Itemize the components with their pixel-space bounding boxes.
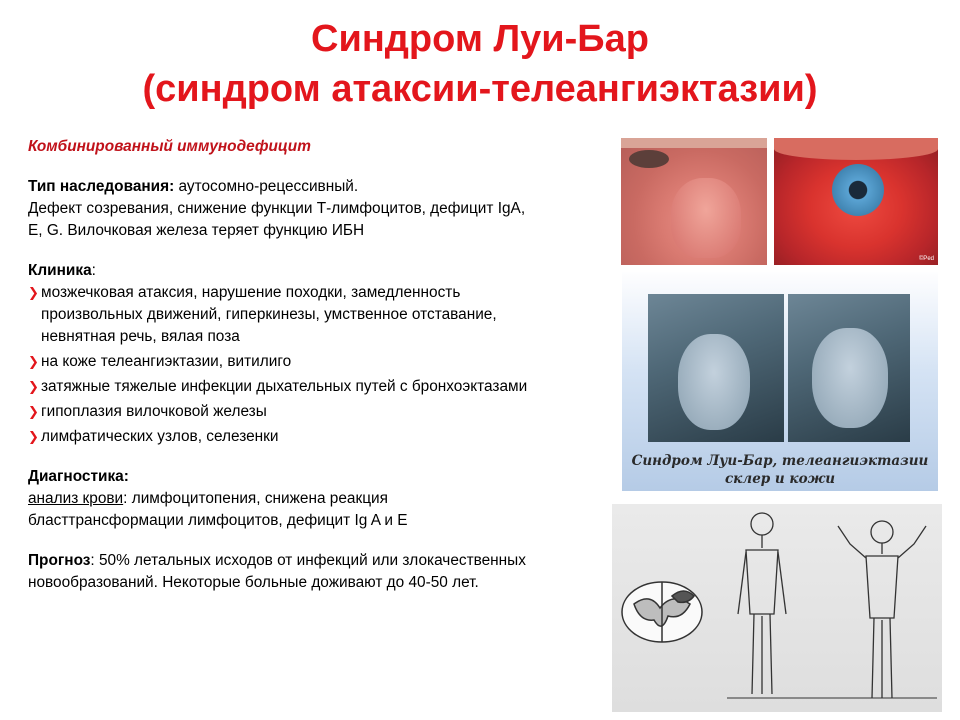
- prognosis-rest: : 50% летальных исходов от инфекций или злокачественных: [90, 552, 526, 569]
- clinic-heading: [28, 260, 628, 282]
- photo-nose-telangiectasia: [621, 138, 767, 265]
- arrow-bullet-icon: ❯: [28, 404, 39, 419]
- arrow-bullet-icon: ❯: [28, 429, 39, 444]
- slide-body: [28, 136, 628, 594]
- defect-line-2: E, G. Вилочковая железа теряет функцию ИБН: [28, 222, 365, 239]
- photo-region: [671, 178, 741, 258]
- clinic-label: Клиника: [28, 262, 92, 279]
- prognosis-line-2: новообразований. Некоторые больные доживают до 40-50 лет.: [28, 574, 479, 591]
- list-item-line: мозжечковая атаксия, нарушение походки, замедленность: [41, 284, 461, 301]
- defect-line-1: Дефект созревания, снижение функции Т-лимфоцитов, дефицит IgA,: [28, 200, 526, 217]
- figure-left: [738, 513, 786, 694]
- spacer: [28, 532, 628, 550]
- diagnostics-label: Диагностика:: [28, 468, 129, 485]
- photo-children-faces: [622, 272, 938, 491]
- photo-credit: ©Ped: [918, 256, 934, 262]
- drawing-spinal-cord-and-figures: [612, 504, 942, 712]
- diagnostics-line-1: [28, 488, 628, 510]
- photo-caption-line-2: склер и кожи: [724, 471, 836, 487]
- list-item: [28, 351, 628, 373]
- list-item: [28, 426, 628, 448]
- photo-child-right: [788, 294, 910, 442]
- photo-caption-line-1: Синдром Луи-Бар, телеангиэктазии: [631, 453, 929, 469]
- photo-region: [678, 334, 750, 430]
- inheritance-value: аутосомно-рецессивный.: [174, 178, 359, 195]
- diagnostics-link[interactable]: анализ крови: [28, 490, 124, 507]
- list-item: [28, 401, 628, 423]
- list-item-line: произвольных движений, гиперкинезы, умственное отставание,: [41, 306, 497, 323]
- photo-region: [832, 164, 884, 216]
- figure-right: [838, 521, 926, 698]
- arrow-bullet-icon: ❯: [28, 354, 39, 369]
- arrow-bullet-icon: ❯: [28, 379, 39, 394]
- title-line-2: (синдром атаксии-телеангиэктазии): [142, 68, 818, 110]
- title-line-1: Синдром Луи-Бар: [311, 18, 649, 60]
- photo-region: [812, 328, 888, 428]
- list-item: [28, 376, 628, 398]
- photo-region: [621, 138, 767, 148]
- list-item-line: невнятная речь, вялая поза: [41, 328, 240, 345]
- subtitle: Комбинированный иммунодефицит: [28, 138, 311, 155]
- inheritance-paragraph: [28, 176, 628, 198]
- spacer: [28, 242, 628, 260]
- inheritance-label: Тип наследования:: [28, 178, 175, 195]
- photo-region: [774, 138, 938, 160]
- diagnostics-line-2: бласттрансформации лимфоцитов, дефицит Ig A и E: [28, 512, 408, 529]
- clinic-list: [28, 282, 628, 448]
- spacer: [28, 448, 628, 466]
- slide-title: [0, 14, 960, 114]
- list-item-line: на коже телеангиэктазии, витилиго: [41, 353, 292, 370]
- arrow-bullet-icon: ❯: [28, 285, 39, 300]
- spinal-cord-section: [622, 582, 702, 642]
- diagnostics-rest: : лимфоцитопения, снижена реакция: [123, 490, 388, 507]
- list-item-line: гипоплазия вилочковой железы: [41, 403, 267, 420]
- photo-child-left: [648, 294, 784, 442]
- list-item-line: затяжные тяжелые инфекции дыхательных путей с бронхоэктазами: [41, 378, 528, 395]
- clinic-suffix: :: [91, 262, 96, 279]
- prognosis-label: Прогноз: [28, 552, 91, 569]
- photo-eye-sclera-telangiectasia: [774, 138, 938, 265]
- photo-region: [629, 150, 669, 168]
- drawing-svg: [612, 504, 942, 712]
- list-item-line: лимфатических узлов, селезенки: [41, 428, 279, 445]
- list-item: [28, 282, 628, 348]
- prognosis-line-1: [28, 550, 628, 572]
